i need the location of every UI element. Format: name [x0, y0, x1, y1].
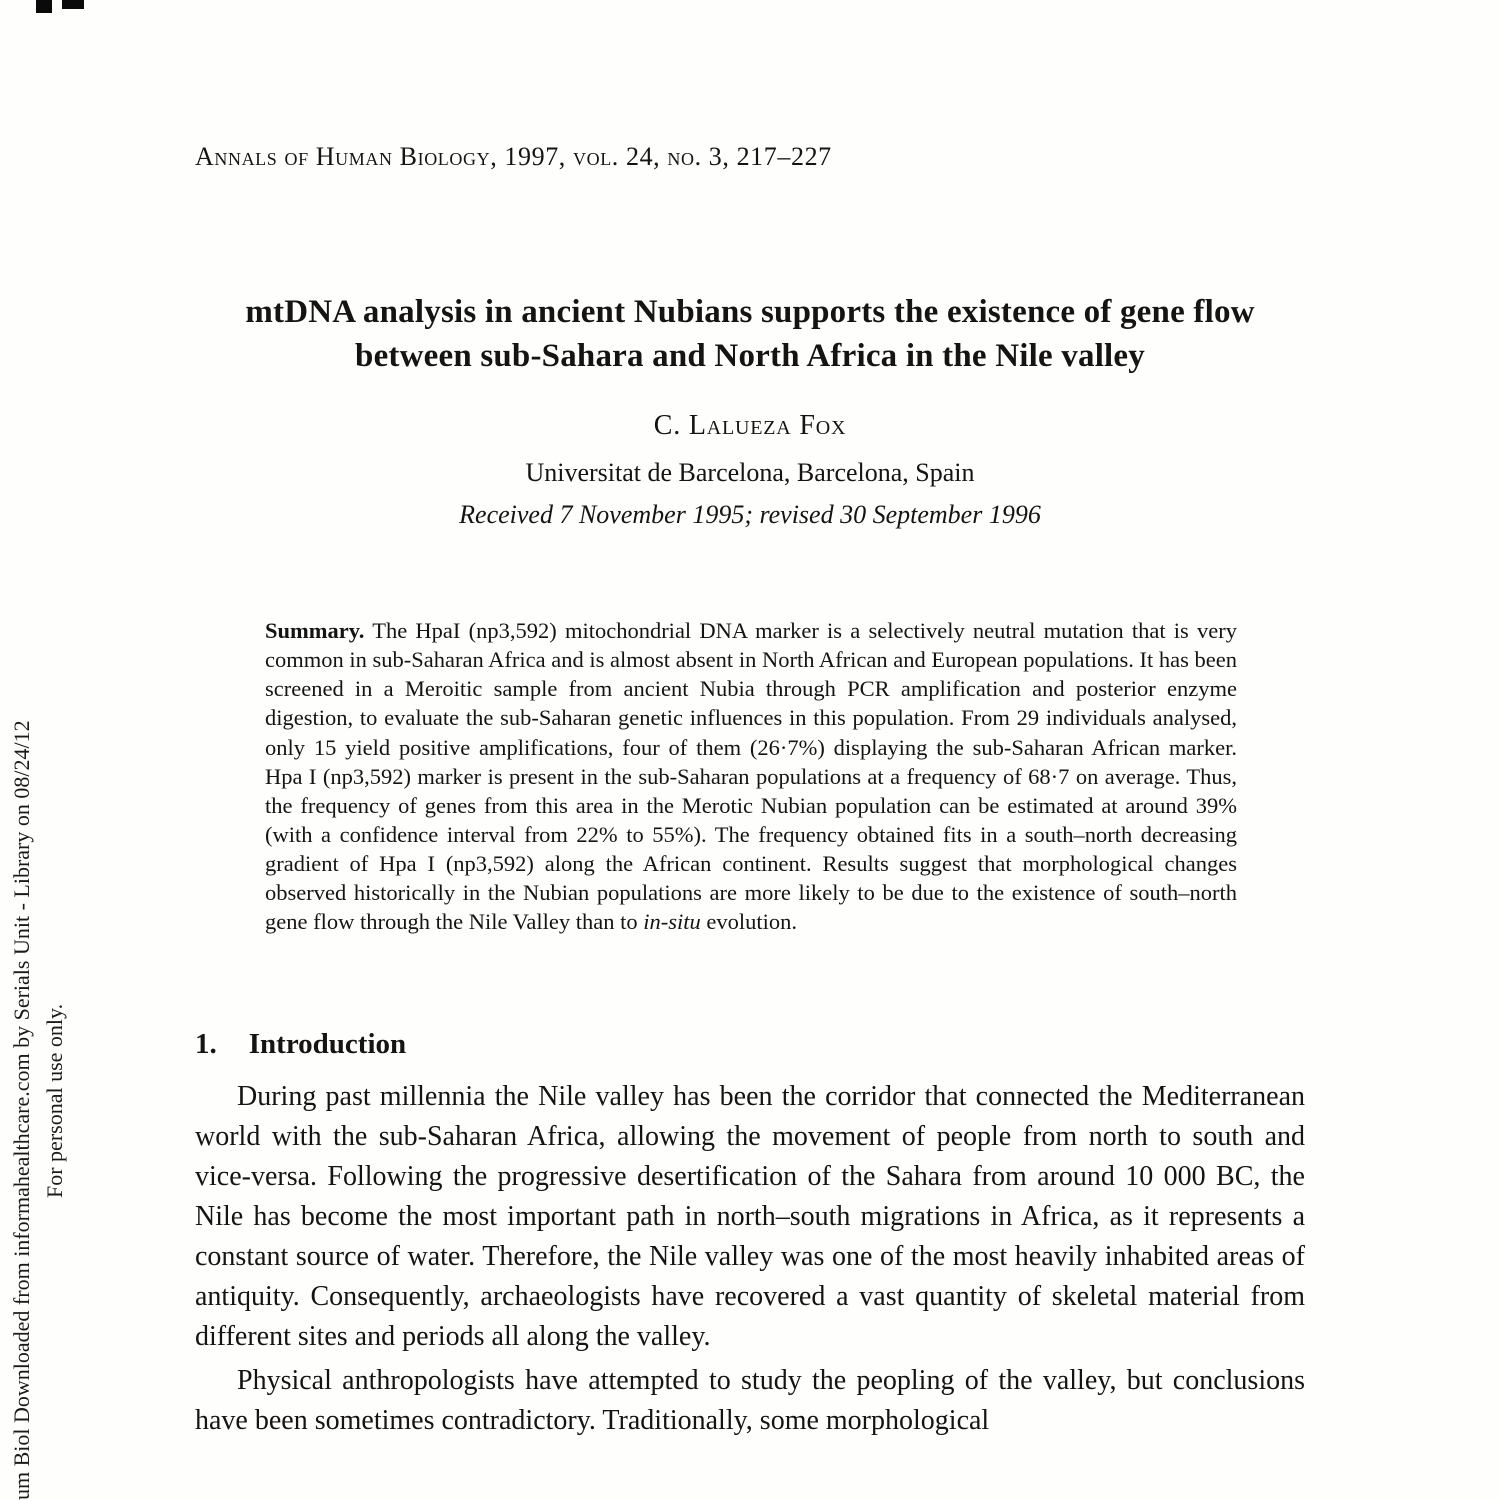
- article-title: mtDNA analysis in ancient Nubians supports the existence of gene flow between sub-Sahara and North Africa in the Nile valley: [245, 294, 1255, 375]
- intro-paragraph-2: Physical anthropologists have attempted to study the peopling of the valley, but conclusions have been sometimes contradictory. Traditionally, some morphological: [195, 1364, 1305, 1436]
- journal-header: Annals of Human Biology, 1997, vol. 24, no. 3, 217–227: [195, 142, 832, 171]
- personal-use-text: For personal use only.: [41, 1003, 67, 1198]
- section-number: 1.: [195, 1027, 217, 1060]
- sidebar-watermark: [8, 0, 68, 1500]
- download-attribution-text: um Biol Downloaded from informahealthcare.com by Serials Unit - Library on 08/24/12: [9, 720, 34, 1500]
- author-affiliation: Universitat de Barcelona, Barcelona, Spain: [525, 458, 975, 488]
- intro-paragraph-1: During past millennia the Nile valley has been the corridor that connected the Mediterranean world with the sub-Saharan Africa, allowing the movement of people from north to south and vice-versa. Following the progressive desertification of the Sahara from around 10 000 BC, the Nile has become the most important path in north–south migrations in Africa, as it represents a constant source of water. Therefore, the Nile valley was one of the most heavily inhabited areas of antiquity. Consequently, archaeologists have recovered a vast quantity of skeletal material from different sites and periods all along the valley.: [195, 1080, 1305, 1352]
- summary-paragraph: [265, 616, 1237, 935]
- summary-tail: evolution.: [700, 908, 798, 934]
- summary-text: The HpaI (np3,592) mitochondrial DNA marker is a selectively neutral mutation that is very common in sub-Saharan Africa and is almost absent in North African and European populations. It has been screened in a Meroitic sample from ancient Nubia through PCR amplification and posterior enzyme digestion, to evaluate the sub-Saharan genetic influences in this population. From 29 individuals analysed, only 15 yield positive amplifications, four of them (26·7%) displaying the sub-Saharan African marker. Hpa I (np3,592) marker is present in the sub-Saharan populations at a frequency of 68·7 on average. Thus, the frequency of genes from this area in the Merotic Nubian population can be estimated at around 39% (with a confidence interval from 22% to 55%). The frequency obtained fits in a south–north decreasing gradient of Hpa I (np3,592) along the African continent. Results suggest that morphological changes observed historically in the Nubian populations are more likely to be due to the existence of south–north gene flow through the Nile Valley than to: [265, 618, 1237, 934]
- summary-label: Summary.: [265, 618, 365, 644]
- summary-italic-term: in-situ: [643, 908, 701, 934]
- author-name: C. Lalueza Fox: [653, 410, 847, 442]
- section-heading-introduction: [195, 1028, 1305, 1061]
- received-revised-dates: Received 7 November 1995; revised 30 September 1996: [459, 500, 1041, 530]
- section-title: Introduction: [248, 1027, 407, 1060]
- article-content: [195, 0, 1305, 1441]
